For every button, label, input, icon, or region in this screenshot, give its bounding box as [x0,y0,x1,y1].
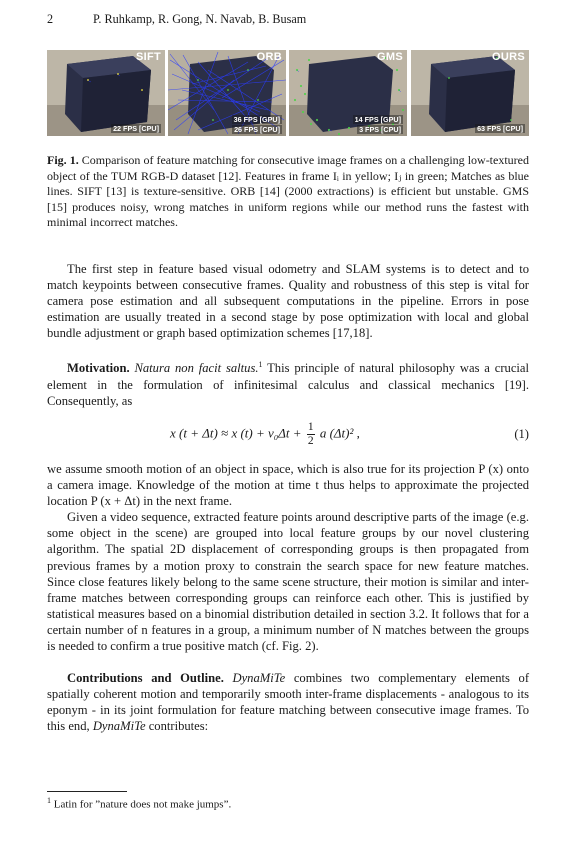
paragraph-video-sequence: Given a video sequence, extracted feature points around descriptive parts of the image (e.g. some object in the scene) are grouped into local feature groups by our novel clustering algorithm. The spatial 2D displacement of corresponding groups is then propagated from previous frames by a motion proxy to constrain the search space for new feature matches. Since close features likely belong to the same scene structure, their motion is similar and inter-frame matches between corresponding groups can reinforce each other. This is justified by statistical measures based on a binomial distribution detailed in section 3.2. It follows that for a certain number of n features in a group, a minimum number of N matches between the groups is needed to confirm a true positive match (cf. Fig. 2). [47,510,529,653]
panel-orb [168,50,286,136]
footnote-divider [47,791,127,792]
figure-1 [47,50,529,136]
panel-label: OURS [492,51,525,63]
equation-body [170,421,360,448]
fps-readout-cpu: 26 FPS [CPU] [234,125,280,134]
panel-label: ORB [256,51,282,63]
panel-gms [289,50,407,136]
contributions-text: combines two complementary elements of spatially coherent motion and temporarily smooth inter-frame displacements - analogous to its eponym - in its joint formulation for feature matching between consecutive image frames. To this end, [47,671,530,734]
fraction-denominator: 2 [307,434,314,447]
panel-ours [411,50,529,136]
fps-readout-gpu: 36 FPS [GPU] [233,115,280,124]
panel-sift [47,50,165,136]
paragraph-motivation [47,357,529,408]
fps-readout-cpu: 3 FPS [CPU] [359,125,401,134]
paragraph-contributions [47,670,529,734]
body-text [47,261,529,734]
caption-text: Comparison of feature matching for consecutive image frames on a challenging low-textured object of the TUM RGB-D dataset [12]. Features in frame Iᵢ in yellow; Iⱼ in green; Matches as blue lines. SIFT [13] is texture-sensitive. ORB [14] (2000 extractions) is efficient but unstable. GMS [15] produces noisy, wrong matches in uniform regions while our method runs the fastest with minimal incorrect matches. [47,153,530,230]
contributions-heading: Contributions and Outline. [67,671,224,686]
motivation-heading: Motivation. [67,361,130,376]
fps-readout: 22 FPS [CPU] [113,124,159,133]
equation-fraction [307,421,315,448]
equation-number: (1) [514,426,529,441]
fps-readout: 63 FPS [CPU] [477,124,523,133]
panel-label: GMS [377,51,403,63]
page-number: 2 [47,12,54,26]
motivation-text: This principle of natural philosophy was a crucial element in the formulation of infinitesimal calculus and classical mechanics [19]. Consequently, as [47,361,529,408]
equation-rhs: a (Δt)² , [316,425,360,441]
method-name: DynaMiTe [92,719,146,734]
footnote-text: Latin for ”nature does not make jumps”. [53,798,232,811]
figure-caption [47,153,529,231]
footnote-marker: 1 [258,360,263,370]
fps-readout-gpu: 14 FPS [GPU] [354,115,401,124]
contributions-text-end: contributes: [145,719,209,734]
equation-1 [47,409,529,461]
footnote-number: 1 [47,796,51,805]
panel-label: SIFT [135,51,161,63]
equation-lhs: x (t + Δt) ≈ x (t) + v₀Δt + [170,425,305,441]
author-list: P. Ruhkamp, R. Gong, N. Navab, B. Busam [93,12,307,26]
caption-label: Fig. 1. [47,153,79,167]
footnote [47,796,529,811]
method-name: DynaMiTe [232,671,286,686]
fraction-numerator: 1 [307,420,314,433]
paragraph-smooth-motion: we assume smooth motion of an object in space, which is also true for its projection P (x) onto a camera image. Knowledge of the motion at time t thus helps to approximate the projected location P (x + Δt) in the next frame. [47,461,529,509]
motivation-quote: Natura non facit saltus. [134,361,259,376]
paragraph-intro: The first step in feature based visual odometry and SLAM systems is to detect and to match keypoints between consecutive frames. Quality and robustness of this step is vital for camera pose estimation and all subsequent computations in the pipeline. Errors in pose estimation are usually treated in a second stage by pose optimization with local and global bundle adjustment or graph based optimization schemes [17,18]. [47,262,529,341]
